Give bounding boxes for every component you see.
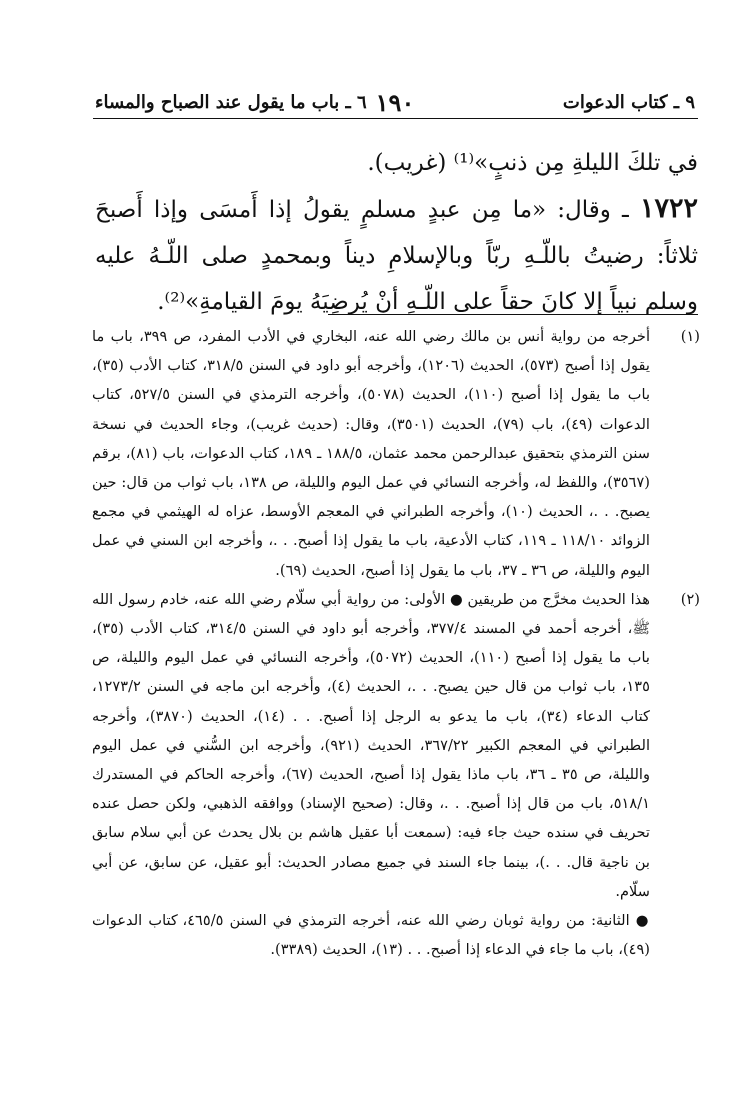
hadith-number: ١٧٢٢ — [639, 193, 698, 224]
footnotes — [92, 322, 700, 964]
footnote-text: هذا الحديث مخرَّج من طريقين ● الأولى: من رواية أبي سلّام رضي الله عنه، خادم رسول الله ﷺ، أخرجه أحمد في المسند ٣٧٧/٤، وأخرجه أبو داود في السنن ٣١٤/٥، كتاب الأدب (٣٥)، باب ما يقول إذا أصبح (١١٠)، الحديث (٥٠٧٢)، وأخرجه النسائي في عمل اليوم والليلة، ص ١٣٥، باب ثواب من قال حين يصبح. . .، الحديث (٤)، وأخرجه ابن ماجه في السنن ١٢٧٣/٢، كتاب الدعاء (٣٤)، باب ما يدعو به الرجل إذا أصبح. . . (١٤)، الحديث (٣٨٧٠)، وأخرجه الطبراني في المعجم الكبير ٣٦٧/٢٢، الحديث (٩٢١)، وأخرجه ابن السُّني في عمل اليوم والليلة، ص ٣٥ ـ ٣٦، باب ماذا يقول إذا أصبح، الحديث (٦٧)، وأخرجه الحاكم في المستدرك ٥١٨/١، باب من قال إذا أصبح. . .، وقال: (صحيح الإسناد) ووافقه الذهبي، ولكن حصل عنده تحريف في سنده حيث جاء فيه: (سمعت أبا عقيل هاشم بن بلال يحدث عن أبي سلام سابق بن ناجية قال. . .)، بينما جاء السند في جميع مصادر الحديث: أبو عقيل، عن سابق، عن أبي سلّام. — [92, 590, 651, 900]
footnote-divider — [328, 314, 698, 315]
footnote-text: أخرجه من رواية أنس بن مالك رضي الله عنه، البخاري في الأدب المفرد، ص ٣٩٩، باب ما يقول إذا أصبح (٥٧٣)، الحديث (١٢٠٦)، وأخرجه أبو داود في السنن ٣١٨/٥، كتاب الأدب (٣٥)، باب ما يقول إذا أصبح (١١٠)، الحديث (٥٠٧٨)، وأخرجه الترمذي في السنن ٥٢٧/٥، كتاب الدعوات (٤٩)، باب (٧٩)، الحديث (٣٥٠١)، وقال: (حديث غريب)، وجاء الحديث في نسخة سنن الترمذي بتحقيق عبدالرحمن محمد عثمان، ١٨٨/٥ ـ ١٨٩، كتاب الدعوات، باب (٨١)، برقم (٣٥٦٧)، واللفظ له، وأخرجه النسائي في عمل اليوم والليلة، ص ١٣٨، باب ثواب من قال: حين يصبح. . .، الحديث (١٠)، وأخرجه الطبراني في المعجم الأوسط، عزاه له الهيثمي في مجمع الزوائد ١١٨/١٠ ـ ١١٩، كتاب الأدعية، باب ما يقول إذا أصبح. . .، وأخرجه ابن السني في عمل اليوم والليلة، ص ٣٦ ـ ٣٧، باب ما يقول إذا أصبح، الحديث (٦٩). — [92, 328, 651, 579]
footnote-number: (٢) — [680, 590, 700, 608]
header-book-title: ٩ ـ كتاب الدعوات — [562, 92, 695, 113]
footnote-second-path: ● الثانية: من رواية ثوبان رضي الله عنه، أخرجه الترمذي في السنن ٤٦٥/٥، كتاب الدعوات (٤٩)، باب ما جاء في الدعاء إذا أصبح. . . (١٣)، الحديث (٣٣٨٩). — [92, 912, 650, 959]
main-text — [95, 140, 698, 325]
footnote-2 — [92, 585, 700, 965]
page-number: ١٩٠ — [375, 88, 415, 117]
header-chapter-title: ٦ ـ باب ما يقول عند الصباح والمساء — [95, 92, 367, 113]
hadith-paragraph — [95, 186, 698, 325]
footnote-1 — [92, 322, 700, 585]
running-header — [95, 88, 695, 116]
hadith-text: ـ وقال: «ما مِن عبدٍ مسلمٍ يقولُ إذا أَمسَى وإذا أَصبحَ ثلاثاً: رضيتُ باللّـهِ ربّاً وبالإسلامِ ديناً وبمحمدٍ صلى اللّـهُ عليه وسلم نبياً إلا كانَ حقاً على اللّـهِ أنْ يُرضِيَهُ يومَ القيامةِ»⁽²⁾. — [95, 197, 698, 315]
continuation-line: في تلكَ الليلةِ مِن ذنبٍ»⁽¹⁾ (غريب). — [367, 150, 698, 176]
header-divider — [93, 118, 698, 119]
footnote-number: (١) — [680, 328, 700, 345]
